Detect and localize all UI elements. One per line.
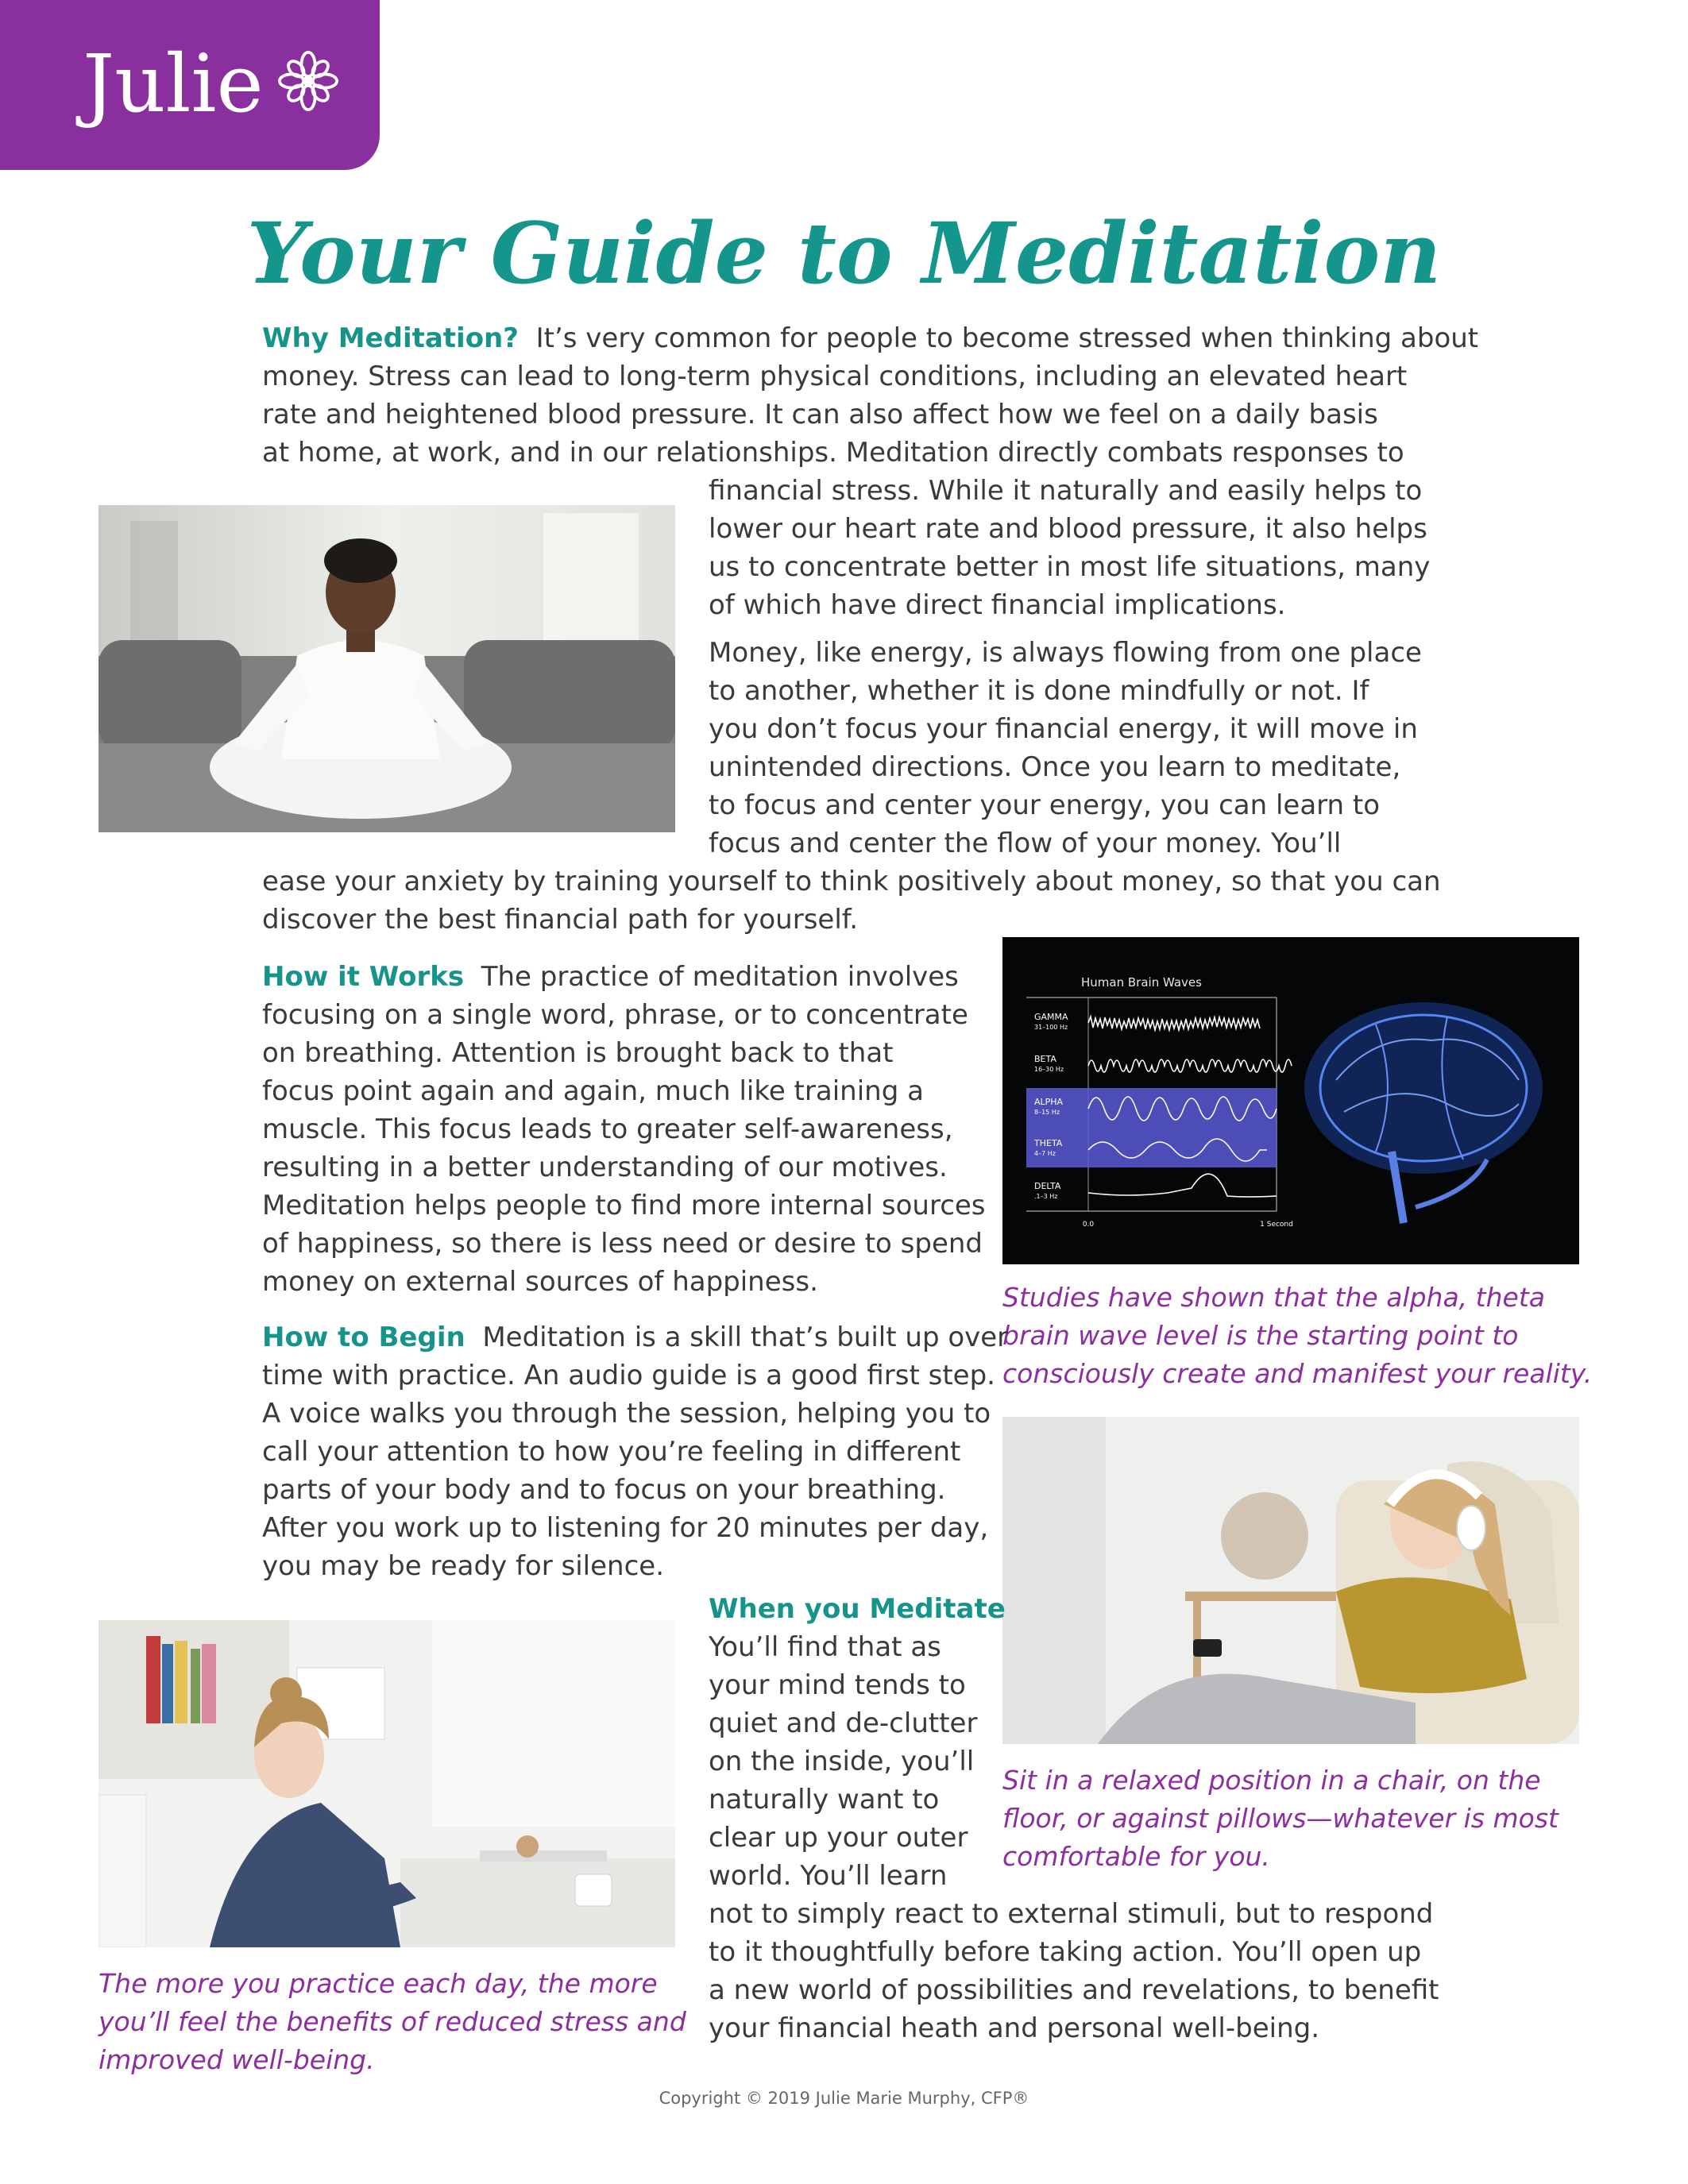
photo-woman-at-desk bbox=[98, 1620, 675, 1947]
chair-caption-line-2: comfortable for you. bbox=[1002, 1841, 1270, 1872]
alpha-theta-highlight bbox=[1026, 1088, 1277, 1167]
band-label: GAMMA bbox=[1034, 1012, 1068, 1022]
why-line-6: us to concentrate better in most life situations, many bbox=[709, 551, 1431, 583]
band-range: 31–100 Hz bbox=[1034, 1024, 1068, 1031]
band-label: THETA bbox=[1034, 1138, 1063, 1148]
begin-line-0: How to Begin Meditation is a skill that’s built up over bbox=[262, 1322, 1009, 1353]
works-line-2: on breathing. Attention is brought back to that bbox=[262, 1037, 894, 1069]
money-line-4: to focus and center your energy, you can learn to bbox=[709, 789, 1381, 821]
why-line-2: rate and heightened blood pressure. It can also affect how we feel on a daily basis bbox=[262, 399, 1378, 430]
chair-caption-line-1: floor, or against pillows—whatever is most bbox=[1002, 1803, 1559, 1834]
photo-woman-with-headphones bbox=[1002, 1417, 1579, 1744]
begin-line-2: A voice walks you through the session, helping you to bbox=[262, 1398, 991, 1430]
begin-line-5: After you work up to listening for 20 minutes per day, bbox=[262, 1512, 989, 1544]
brain-waves-image bbox=[1002, 937, 1579, 1264]
works-line-6: Meditation helps people to find more internal sources bbox=[262, 1190, 986, 1221]
when-line-7: not to simply react to external stimuli, but to respond bbox=[709, 1898, 1434, 1930]
begin-heading: How to Begin bbox=[262, 1322, 465, 1353]
practice-caption-line-1: you’ll feel the benefits of reduced stress and bbox=[98, 2006, 686, 2037]
money-line-5: focus and center the flow of your money. You’ll bbox=[709, 828, 1342, 859]
money-line-3: unintended directions. Once you learn to meditate, bbox=[709, 751, 1401, 783]
works-line-1: focusing on a single word, phrase, or to concentrate bbox=[262, 999, 968, 1031]
begin-line-3: call your attention to how you’re feeling in different bbox=[262, 1436, 961, 1468]
works-line-0: How it Works The practice of meditation involves bbox=[262, 961, 959, 993]
why-line-7: of which have direct financial implications. bbox=[709, 589, 1286, 621]
works-line-3: focus point again and again, much like training a bbox=[262, 1075, 924, 1107]
money-line-2: you don’t focus your financial energy, it will move in bbox=[709, 713, 1418, 745]
axis-end: 1 Second bbox=[1260, 1221, 1293, 1229]
why-line-4: financial stress. While it naturally and easily helps to bbox=[709, 475, 1423, 507]
photo-woman-on-couch bbox=[98, 505, 675, 832]
why-line-3: at home, at work, and in our relationships. Meditation directly combats responses to bbox=[262, 437, 1404, 469]
works-heading: How it Works bbox=[262, 961, 465, 993]
logo-tab bbox=[0, 0, 380, 170]
when-line-6: world. You’ll learn bbox=[709, 1860, 948, 1892]
when-line-1: your mind tends to bbox=[709, 1669, 966, 1701]
when-line-5: clear up your outer bbox=[709, 1822, 968, 1854]
brain-waves-title: Human Brain Waves bbox=[1081, 975, 1202, 990]
begin-line-1: time with practice. An audio guide is a good first step. bbox=[262, 1360, 995, 1391]
band-label: DELTA bbox=[1034, 1181, 1061, 1191]
brand-logo-text: Julie bbox=[83, 37, 264, 130]
begin-line-4: parts of your body and to focus on your breathing. bbox=[262, 1474, 946, 1506]
chair-caption-line-0: Sit in a relaxed position in a chair, on the bbox=[1002, 1765, 1541, 1796]
works-line-7: of happiness, so there is less need or desire to spend bbox=[262, 1228, 983, 1260]
works-line-5: resulting in a better understanding of our motives. bbox=[262, 1152, 948, 1183]
money-line-1: to another, whether it is done mindfully or not. If bbox=[709, 675, 1369, 707]
when-line-2: quiet and de-clutter bbox=[709, 1707, 978, 1739]
brain-caption-line-2: consciously create and manifest your reality. bbox=[1002, 1358, 1593, 1389]
money-line-7: discover the best financial path for yourself. bbox=[262, 904, 859, 936]
money-line-0: Money, like energy, is always flowing from one place bbox=[709, 637, 1422, 669]
works-line-8: money on external sources of happiness. bbox=[262, 1266, 818, 1298]
band-range: 16–30 Hz bbox=[1034, 1066, 1064, 1073]
when-line-0: You’ll find that as bbox=[709, 1631, 941, 1663]
why-line-1: money. Stress can lead to long-term physical conditions, including an elevated heart bbox=[262, 361, 1408, 392]
why-line-5: lower our heart rate and blood pressure, it also helps bbox=[709, 513, 1427, 545]
brain-caption-line-1: brain wave level is the starting point to bbox=[1002, 1320, 1519, 1351]
money-line-6: ease your anxiety by training yourself to think positively about money, so that you can bbox=[262, 866, 1441, 897]
when-line-10: your financial heath and personal well-being. bbox=[709, 2012, 1320, 2044]
why-line-0: Why Meditation? It’s very common for people to become stressed when thinking about bbox=[262, 322, 1479, 354]
when-line-4: naturally want to bbox=[709, 1784, 940, 1815]
flower-icon bbox=[278, 51, 338, 111]
band-range: 8–15 Hz bbox=[1034, 1109, 1060, 1116]
begin-line-6: you may be ready for silence. bbox=[262, 1550, 665, 1582]
practice-caption-line-2: improved well-being. bbox=[98, 2044, 375, 2075]
axis-start: 0.0 bbox=[1082, 1221, 1095, 1229]
when-heading: When you Meditate bbox=[709, 1593, 1006, 1625]
page-title: Your Guide to Meditation bbox=[246, 203, 1442, 303]
band-label: BETA bbox=[1034, 1054, 1056, 1064]
practice-caption-line-0: The more you practice each day, the more bbox=[98, 1968, 658, 1999]
band-range: 4–7 Hz bbox=[1034, 1150, 1056, 1157]
when-line-8: to it thoughtfully before taking action. You’ll open up bbox=[709, 1936, 1422, 1968]
band-label: ALPHA bbox=[1034, 1097, 1064, 1107]
when-line-3: on the inside, you’ll bbox=[709, 1746, 975, 1777]
when-line-9: a new world of possibilities and revelations, to benefit bbox=[709, 1974, 1439, 2006]
works-line-4: muscle. This focus leads to greater self-awareness, bbox=[262, 1113, 953, 1145]
why-heading: Why Meditation? bbox=[262, 322, 519, 354]
copyright: Copyright © 2019 Julie Marie Murphy, CFP® bbox=[659, 2089, 1029, 2108]
brain-caption-line-0: Studies have shown that the alpha, theta bbox=[1002, 1282, 1545, 1313]
band-range: .1–3 Hz bbox=[1034, 1193, 1058, 1200]
